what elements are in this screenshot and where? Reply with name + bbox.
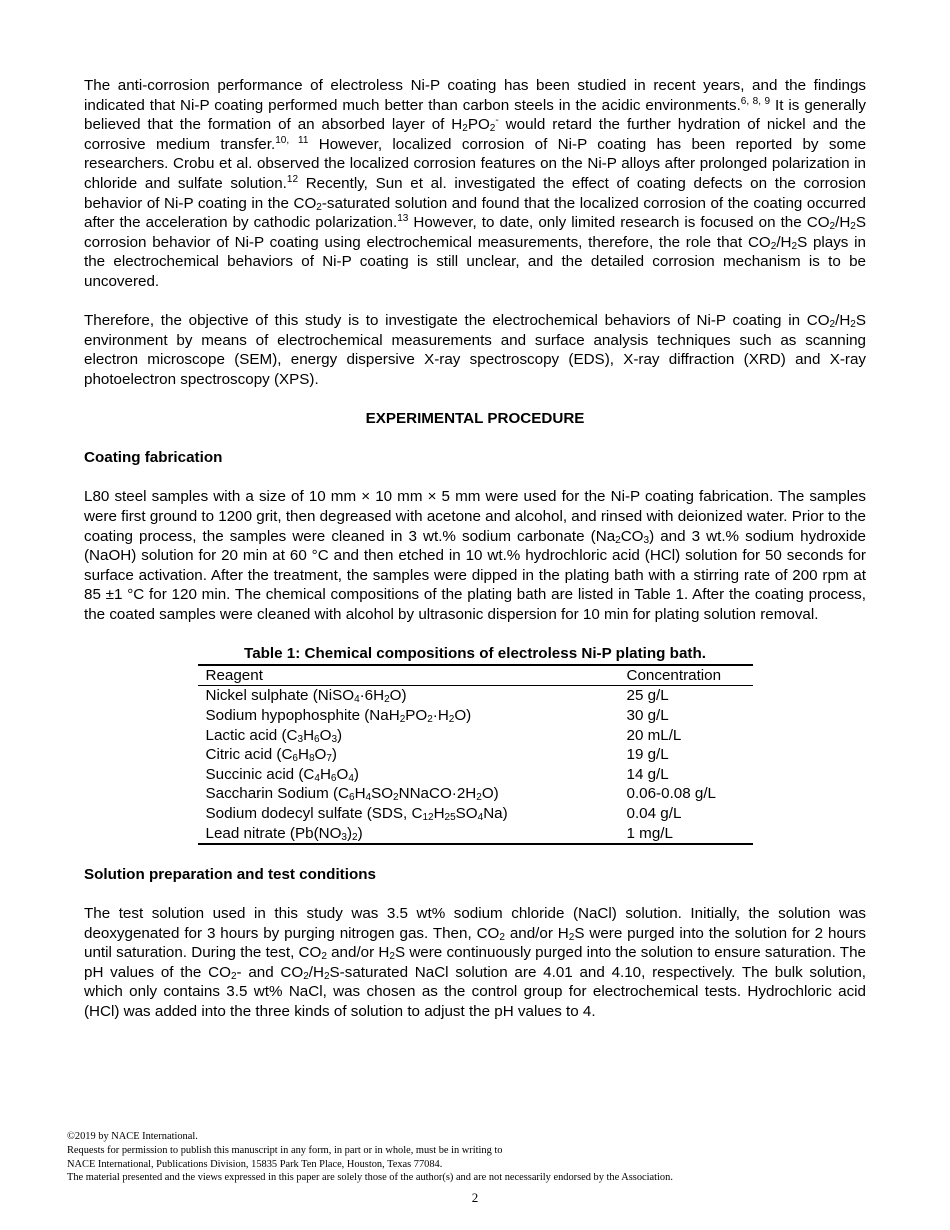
text-run: S were continuously purged into the solution to ensure saturation. The pH values of the CO [84,944,866,981]
subscript: 2 [829,319,836,331]
reagent-cell [198,706,619,726]
text-run: would retard the further hydration of nickel and the corrosive medium transfer. [84,116,866,153]
subscript: 3 [297,733,304,745]
section-heading: EXPERIMENTAL PROCEDURE [365,410,585,428]
text-run: and/or H [326,944,390,962]
text-run: The test solution used in this study was 3.5 wt% sodium chloride (NaCl) solution. Initially, the solution was deoxygenated for 3 hours by purging nitrogen gas. Then, CO [84,904,866,942]
subscript: 2 [393,792,399,804]
subscript: 3 [643,534,650,546]
concentration-cell: 14 g/L [626,765,669,783]
reagent-cell [198,745,619,765]
text-run: ) [346,824,353,842]
text-run: Succinic acid (C [205,765,315,783]
subscript: 2 [850,221,856,233]
text-run: SO [455,804,478,822]
subscript: 3 [341,831,347,843]
subscript: 2 [399,714,406,725]
header-concentration: Concentration [619,665,753,686]
subscript: 8 [308,753,315,765]
copyright-footer [67,1130,883,1185]
table-row [198,784,753,804]
subscript: 6 [314,733,320,745]
footer-line: NACE International, Publications Division, 15835 Park Ten Place, Houston, Texas 77084. [67,1158,443,1170]
concentration-cell: 20 mL/L [626,726,682,744]
subscript: 4 [365,792,372,804]
subscript: 2 [448,714,455,725]
text-run: /H [835,214,851,232]
reagent-cell [198,804,619,824]
table-row [198,686,753,706]
superscript: 10, 11 [275,134,309,146]
table-row [198,745,753,765]
subscript: 2 [499,931,505,943]
text-run: PO [467,116,490,134]
text-run: S corrosion behavior of Ni-P coating using electrochemical measurements, therefore, the role that CO [84,214,866,251]
text-run: PO [405,707,428,724]
subscript: 6 [330,772,337,784]
table-caption: Table 1: Chemical compositions of electroless Ni-P plating bath. [244,645,706,663]
text-run: However, to date, only limited research is focused on the CO [408,214,830,232]
text-run: Citric acid (C [205,746,293,764]
subscript: 2 [389,951,395,963]
subscript: 6 [292,753,298,765]
text-run: L80 steel samples with a size of 10 mm × 10 mm × 5 mm were used for the Ni-P coating fabrication. The samples were first ground to 1200 grit, then degreased with acetone and alcohol, and rinsed with deionized water. Prior to the coating process, the samples were cleaned in 3 wt.% sodium carbonate (Na [84,488,866,545]
text-run: Lead nitrate (Pb(NO [205,824,342,842]
table-row [198,824,753,845]
reagent-cell [198,686,619,706]
footer-line: ©2019 by NACE International. [67,1131,198,1142]
text-run: Lactic acid (C [205,726,298,744]
text-run: /H [835,312,851,330]
subscript: 4 [314,772,320,784]
subscript: 25 [444,811,456,823]
intro-paragraph-2 [84,311,866,389]
text-run: S environment by means of electrochemical measurements and surface analysis techniques such as scanning electron microscope (SEM), energy dispersive X-ray spectroscopy (EDS), X-ray diffraction (XRD) and X-ray photoelectron spectroscopy (XPS). [84,312,866,388]
text-run: O [319,726,332,744]
header-reagent: Reagent [198,665,619,686]
text-run: ) [357,824,363,842]
text-run: /H [308,963,324,981]
subscript: 4 [354,694,360,706]
text-run: However, localized corrosion of Ni-P coating has been reported by some researchers. Crobu et al. observed the localized corrosion features on the Ni-P alloys after prolonged polarization in chloride and sulfate solution. [84,135,867,192]
text-run: O) [389,687,407,705]
text-run: NNaCO·2H [398,785,477,803]
text-run: and/or H [504,924,569,942]
concentration-cell: 1 mg/L [619,824,753,845]
text-run: /H [776,233,792,251]
table-row [198,804,753,824]
subscript: 2 [489,123,496,135]
text-run: H [354,785,366,803]
text-run: CO [620,527,644,545]
superscript: - [495,115,499,127]
solution-paragraph [84,904,866,1022]
subscript: 2 [476,792,482,804]
text-run: S plays in the electrochemical behaviors of Ni-P coating is still unclear, and the detailed corrosion mechanism is to be uncovered. [84,233,866,290]
text-run: Sodium dodecyl sulfate (SDS, C [205,804,423,822]
text-run: H [433,804,445,822]
subscript: 2 [230,970,237,982]
concentration-cell: 25 g/L [626,687,669,705]
text-run: ·6H [359,687,385,705]
subscript: 2 [316,201,322,213]
intro-paragraph-1 [84,76,866,292]
text-run: O) [454,707,472,724]
table-row [198,765,753,785]
text-run: ·H [432,707,449,724]
coating-paragraph [84,487,866,624]
superscript: 6, 8, 9 [740,95,771,107]
text-run: Nickel sulphate (NiSO [205,687,355,705]
subscript: 2 [427,714,433,725]
subscript: 2 [568,931,575,943]
table-header-row [198,665,753,686]
solution-heading: Solution preparation and test conditions [84,865,376,883]
concentration-cell: 0.04 g/L [626,804,682,822]
text-run: Na) [483,804,508,822]
subscript: 12 [422,811,434,823]
text-run: ) and 3 wt.% sodium hydroxide (NaOH) solution for 20 min at 60 °C and then etched in 10 wt.% hydrochloric acid (HCl) solution for 50 seconds for surface activation. After the treatment, the samples were dipped in the plating bath with a stirring rate of 200 rpm at 85 ±1 °C for 120 min. The chemical compositions of the plating bath are listed in Table 1. After the coating process, the coated samples were cleaned with alcohol by ultrasonic dispersion for 10 min for plating solution removal. [84,527,867,624]
subscript: 2 [770,240,777,252]
text-run: H [303,726,315,744]
subscript: 2 [352,831,358,843]
table-row [198,726,753,746]
text-run: S-saturated NaCl solution are 4.01 and 4.10, respectively. The bulk solution, which only contains 3.5 wt% NaCl, was chosen as the control group for electrochemical tests. Hydrochloric acid (HCl) was added into the three kinds of solution to adjust the pH values to 4. [84,963,867,1020]
text-run: Recently, Sun et al. investigated the effect of coating defects on the corrosion behavior of Ni-P coating in the CO [84,174,866,212]
subscript: 4 [348,772,354,784]
text-run: H [297,746,309,764]
text-run: ) [337,726,343,744]
text-run: ) [353,765,359,783]
subscript: 6 [349,792,355,804]
text-run: O [336,765,349,783]
reagent-cell [198,726,619,746]
footer-line: Requests for permission to publish this manuscript in any form, in part or in whole, must be in writing to [67,1144,503,1156]
subscript: 2 [850,319,856,331]
reagent-cell [198,765,619,785]
subscript: 2 [321,951,327,963]
page-number: 2 [471,1190,479,1205]
subscript: 2 [791,240,798,252]
subscript: 7 [326,753,332,765]
superscript: 12 [286,173,299,185]
reagent-cell [198,784,619,804]
paper-page [84,76,866,1022]
concentration-cell: 30 g/L [626,707,669,724]
plating-bath-table [198,664,753,845]
reagent-cell [198,824,619,845]
subscript: 2 [615,534,621,546]
text-run: H [319,765,331,783]
table-row [198,706,753,726]
subscript: 4 [477,811,484,823]
text-run: ) [331,746,337,764]
subscript: 3 [331,733,337,745]
text-run: O [314,746,327,764]
text-run: Therefore, the objective of this study is to investigate the electrochemical behaviors of Ni-P coating in CO [84,312,830,330]
text-run: SO [371,785,394,803]
text-run: It is generally believed that the formation of an absorbed layer of H [84,96,866,134]
text-run: The anti-corrosion performance of electroless Ni-P coating has been studied in recent years, and the findings indicated that Ni-P coating performed much better than carbon steels in the acidic environments. [84,77,866,114]
table-body [198,686,753,844]
subscript: 2 [303,970,309,982]
superscript: 13 [397,213,409,225]
coating-heading: Coating fabrication [84,449,223,467]
concentration-cell: 0.06-0.08 g/L [626,785,717,803]
subscript: 2 [384,694,390,706]
footer-line: The material presented and the views expressed in this paper are solely those of the author(s) and are not necessarily endorsed by the Association. [67,1172,673,1184]
text-run: S were purged into the solution for 2 hours until saturation. During the test, CO [84,924,866,962]
subscript: 2 [829,221,836,233]
subscript: 2 [323,970,330,982]
text-run: Sodium hypophosphite (NaH [205,707,400,724]
subscript: 2 [462,123,468,135]
text-run: -saturated solution and found that the localized corrosion of the coating occurred after the acceleration by cathodic polarization. [84,194,867,232]
concentration-cell: 19 g/L [626,746,669,764]
text-run: - and CO [236,963,304,981]
text-run: Saccharin Sodium (C [205,785,349,803]
text-run: O) [481,785,499,803]
